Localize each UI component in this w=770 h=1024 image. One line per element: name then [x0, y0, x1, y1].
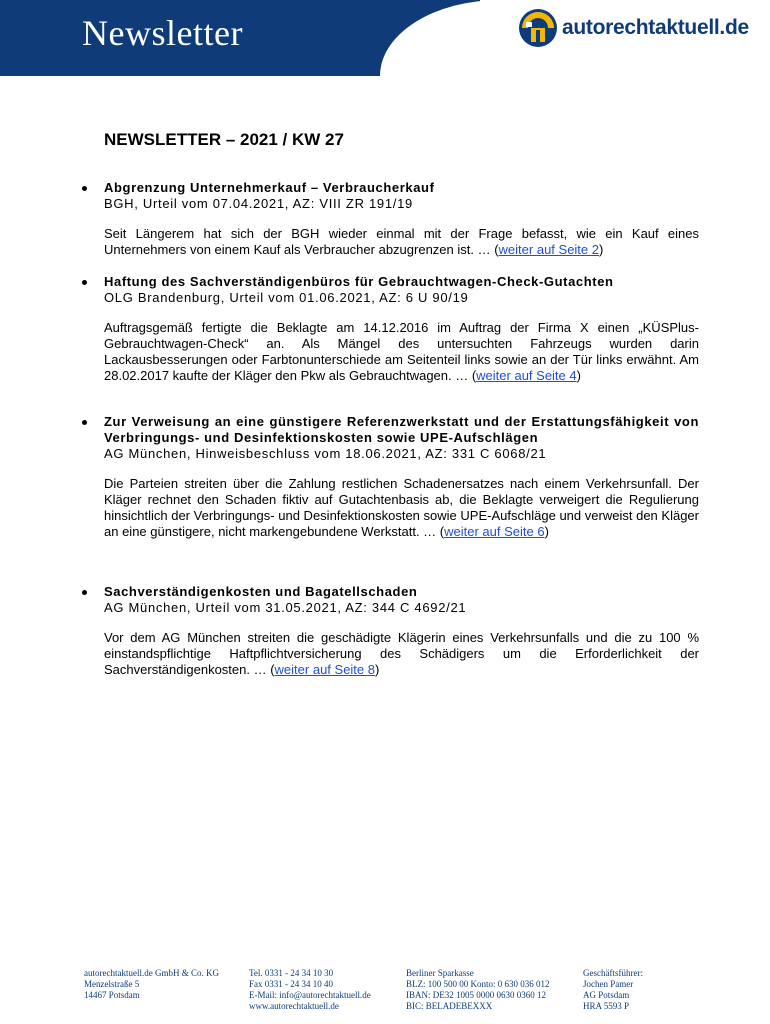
article-item — [104, 414, 699, 540]
footer-phone: Tel. 0331 - 24 34 10 30 — [249, 968, 334, 978]
bullet-icon — [82, 280, 87, 285]
footer-company-name: autorechtaktuell.de GmbH & Co. KG — [84, 968, 219, 978]
article-title: Abgrenzung Unternehmerkauf – Verbraucherkauf — [104, 180, 435, 195]
footer-company — [84, 968, 219, 1001]
footer-bank-name: Berliner Sparkasse — [406, 968, 474, 978]
footer-bank-account: BLZ: 100 500 00 Konto: 0 630 036 012 — [406, 979, 550, 989]
footer-bic: BIC: BELADEBEXXX — [406, 1001, 493, 1011]
footer-city: 14467 Potsdam — [84, 990, 140, 1000]
footer-email[interactable]: E-Mail: info@autorechtaktuell.de — [249, 990, 371, 1000]
footer-register: HRA 5593 P — [583, 1001, 630, 1011]
footer-contact — [249, 968, 371, 1012]
article-link[interactable]: weiter auf Seite 6 — [444, 524, 545, 539]
footer-fax: Fax 0331 - 24 34 10 40 — [249, 979, 333, 989]
logo-text: autorechtaktuell.de — [562, 16, 749, 39]
page-heading: NEWSLETTER – 2021 / KW 27 — [104, 130, 344, 149]
article-title: Haftung des Sachverständigenbüros für Gebrauchtwagen-Check-Gutachten — [104, 274, 614, 289]
article-item — [104, 274, 699, 384]
article-citation: AG München, Hinweisbeschluss vom 18.06.2021, AZ: 331 C 6068/21 — [104, 446, 547, 461]
article-title: Sachverständigenkosten und Bagatellschaden — [104, 584, 418, 599]
article-item — [104, 180, 699, 258]
footer-bank — [406, 968, 550, 1012]
footer-management — [583, 968, 643, 1012]
newsletter-title: Newsletter — [82, 13, 243, 53]
logo-mark-icon — [518, 8, 558, 48]
footer-ceo-name: Jochen Pamer — [583, 979, 634, 989]
article-summary: Seit Längerem hat sich der BGH wieder einmal mit der Frage befasst, wie ein Kauf eines Unternehmers von einem Kauf als Verbraucher abzugrenzen ist. … (weiter auf Seite 2) — [104, 226, 699, 257]
footer-ceo-label: Geschäftsführer: — [583, 968, 643, 978]
article-link[interactable]: weiter auf Seite 4 — [476, 368, 577, 383]
article-summary: Vor dem AG München streiten die geschädigte Klägerin eines Verkehrsunfalls und die zu 100 % einstandspflichtige Haftpflichtversicherung des Schädigers um die Erforderlichkeit der Sachverständigenkosten. … (weiter auf Seite 8) — [104, 630, 699, 677]
article-summary: Die Parteien streiten über die Zahlung restlichen Schadenersatzes nach einem Verkehrsunfall. Der Kläger rechnet den Schaden fiktiv auf Gutachtenbasis ab, die Beklagte verweigert die Regulierung hinsichtlich der Verbringungs- und Desinfektionskosten sowie UPE-Aufschläge und verweist den Kläger an eine günstigere, nicht markengebundene Werkstatt. … (weiter auf Seite 6) — [104, 476, 699, 539]
article-title: Zur Verweisung an eine günstigere Referenzwerkstatt und der Erstattungsfähigkeit von Verbringungs- und Desinfektionskosten sowie UPE-Aufschlägen — [104, 414, 699, 445]
footer-website[interactable]: www.autorechtaktuell.de — [249, 1001, 339, 1011]
article-item — [104, 584, 699, 678]
article-citation: AG München, Urteil vom 31.05.2021, AZ: 344 C 4692/21 — [104, 600, 467, 615]
article-link[interactable]: weiter auf Seite 2 — [498, 242, 599, 257]
article-summary: Auftragsgemäß fertigte die Beklagte am 14.12.2016 im Auftrag der Firma X einen „KÜSPlus-Gebrauchtwagen-Check“ an. Als Mängel des untersuchten Fahrzeugs wurden darin Lackausbesserungen oder Farbtonunterschiede am Seitenteil links sowie an der Tür links erwähnt. Am 28.02.2017 kaufte der Kläger den Pkw als Gebrauchtwagen. … (weiter auf Seite 4) — [104, 320, 699, 383]
article-citation: BGH, Urteil vom 07.04.2021, AZ: VIII ZR 191/19 — [104, 196, 413, 211]
footer-street: Menzelstraße 5 — [84, 979, 140, 989]
article-link[interactable]: weiter auf Seite 8 — [274, 662, 375, 677]
brand-logo[interactable] — [518, 8, 749, 48]
bullet-icon — [82, 590, 87, 595]
footer-court: AG Potsdam — [583, 990, 630, 1000]
bullet-icon — [82, 420, 87, 425]
article-citation: OLG Brandenburg, Urteil vom 01.06.2021, AZ: 6 U 90/19 — [104, 290, 469, 305]
bullet-icon — [82, 186, 87, 191]
footer-iban: IBAN: DE32 1005 0000 0630 0360 12 — [406, 990, 546, 1000]
